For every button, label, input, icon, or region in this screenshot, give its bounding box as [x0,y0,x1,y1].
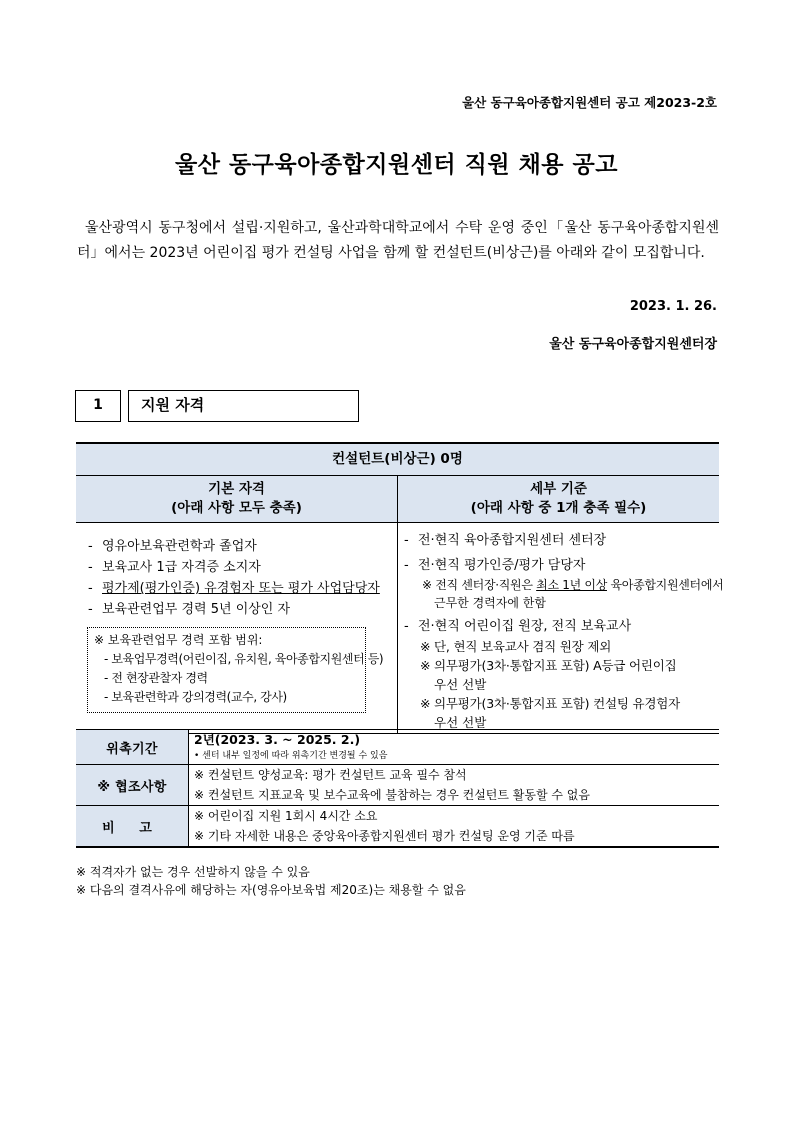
basic-list [88,536,380,620]
list-item: - 보육관련업무 경력 5년 이상인 자 [88,602,291,617]
notice-date: 2023. 1. 26. [629,299,717,314]
detail-note: ※ 의무평가(3차·통합지표 포함) 컨설팅 유경험자 [420,696,680,711]
signer: 울산 동구육아종합지원센터장 [549,337,717,352]
table-body [76,523,724,733]
coop-label: ※ 협조사항 [76,765,189,805]
detail-note: ※ 전직 센터장·직원은 최소 1년 이상 육아종합지원센터에서 [422,578,724,592]
page-title: 울산 동구육아종합지원센터 직원 채용 공고 [175,152,618,178]
remark-line: ※ 기타 자세한 내용은 중앙육아종합지원센터 평가 컨설팅 운영 기준 따름 [194,829,575,843]
list-item: - 평가제(평가인증) 유경험자 또는 평가 사업담당자 [88,581,380,596]
section-title: 지원 자격 [128,390,359,422]
detail-note: ※ 의무평가(3차·통합지표 포함) A등급 어린이집 [420,658,677,673]
coop-value-cell [189,765,719,805]
period-note: • 센터 내부 일정에 따라 위촉기간 변경될 수 있음 [194,751,388,761]
detail-criteria-header [398,476,719,522]
basic-subtitle: (아래 사항 모두 충족) [171,500,302,516]
detail-criteria-cell [398,523,724,733]
detail-note: ※ 단, 현직 보육교사 겸직 원장 제외 [420,639,612,654]
period-label: 위촉기간 [76,730,189,764]
doc-number: 울산 동구육아종합지원센터 공고 제2023-2호 [462,95,717,110]
table-header: 컨설턴트(비상근) 0명 [76,444,719,476]
detail-list [404,530,723,732]
period-row [76,730,719,765]
qualification-table [76,442,724,734]
detail-title: 세부 기준 [530,481,587,497]
period-value-cell [189,730,719,764]
list-item: - 전·현직 어린이집 원장, 전직 보육교사 [404,619,632,634]
remark-row [76,806,719,846]
list-item: - 전·현직 평가인증/평가 담당자 [404,558,586,573]
remark-value-cell [189,806,719,846]
scope-item: - 전 현장관찰자 경력 [104,671,208,685]
info-table [76,729,719,848]
coop-line: ※ 컨설턴트 양성교육: 평가 컨설턴트 교육 필수 참석 [194,768,467,782]
basic-qualification-cell [76,523,398,733]
list-item: - 영유아보육관련학과 졸업자 [88,539,257,554]
detail-note-cont: 근무한 경력자에 한함 [434,596,546,610]
section-number: 1 [75,390,121,422]
period-value: 2년(2023. 3. ~ 2025. 2.) [194,732,361,747]
list-item: - 전·현직 육아종합지원센터 센터장 [404,533,607,548]
scope-title: ※ 보육관련업무 경력 포함 범위: [94,633,263,647]
table-subheader [76,476,719,523]
scope-item: - 보육업무경력(어린이집, 유치원, 육아종합지원센터 등) [104,652,384,666]
intro-paragraph: 울산광역시 동구청에서 설립·지원하고, 울산과학대학교에서 수탁 운영 중인「울산 동구육아종합지원센터」에서는 2023년 어린이집 평가 컨설팅 사업을 함께 할 컨설턴트(비상근)를 아래와 같이 모집합니다. [77,220,719,261]
basic-qualification-header [76,476,398,522]
basic-title: 기본 자격 [208,481,265,497]
list-item: - 보육교사 1급 자격증 소지자 [88,560,261,575]
coop-row [76,765,719,806]
footnote: ※ 다음의 결격사유에 해당하는 자(영유아보육법 제20조)는 채용할 수 없음 [76,883,466,897]
detail-note-cont: 우선 선발 [434,715,487,730]
remark-line: ※ 어린이집 지원 1회시 4시간 소요 [194,809,378,823]
footnotes [76,863,466,899]
remark-label: 비 고 [76,806,189,846]
career-scope-box [87,627,384,713]
detail-note-cont: 우선 선발 [434,677,487,692]
detail-subtitle: (아래 사항 중 1개 충족 필수) [470,500,647,516]
footnote: ※ 적격자가 없는 경우 선발하지 않을 수 있음 [76,865,310,879]
scope-item: - 보육관련학과 강의경력(교수, 강사) [104,690,287,704]
coop-line: ※ 컨설턴트 지표교육 및 보수교육에 불참하는 경우 컨설턴트 활동할 수 없음 [194,788,590,802]
